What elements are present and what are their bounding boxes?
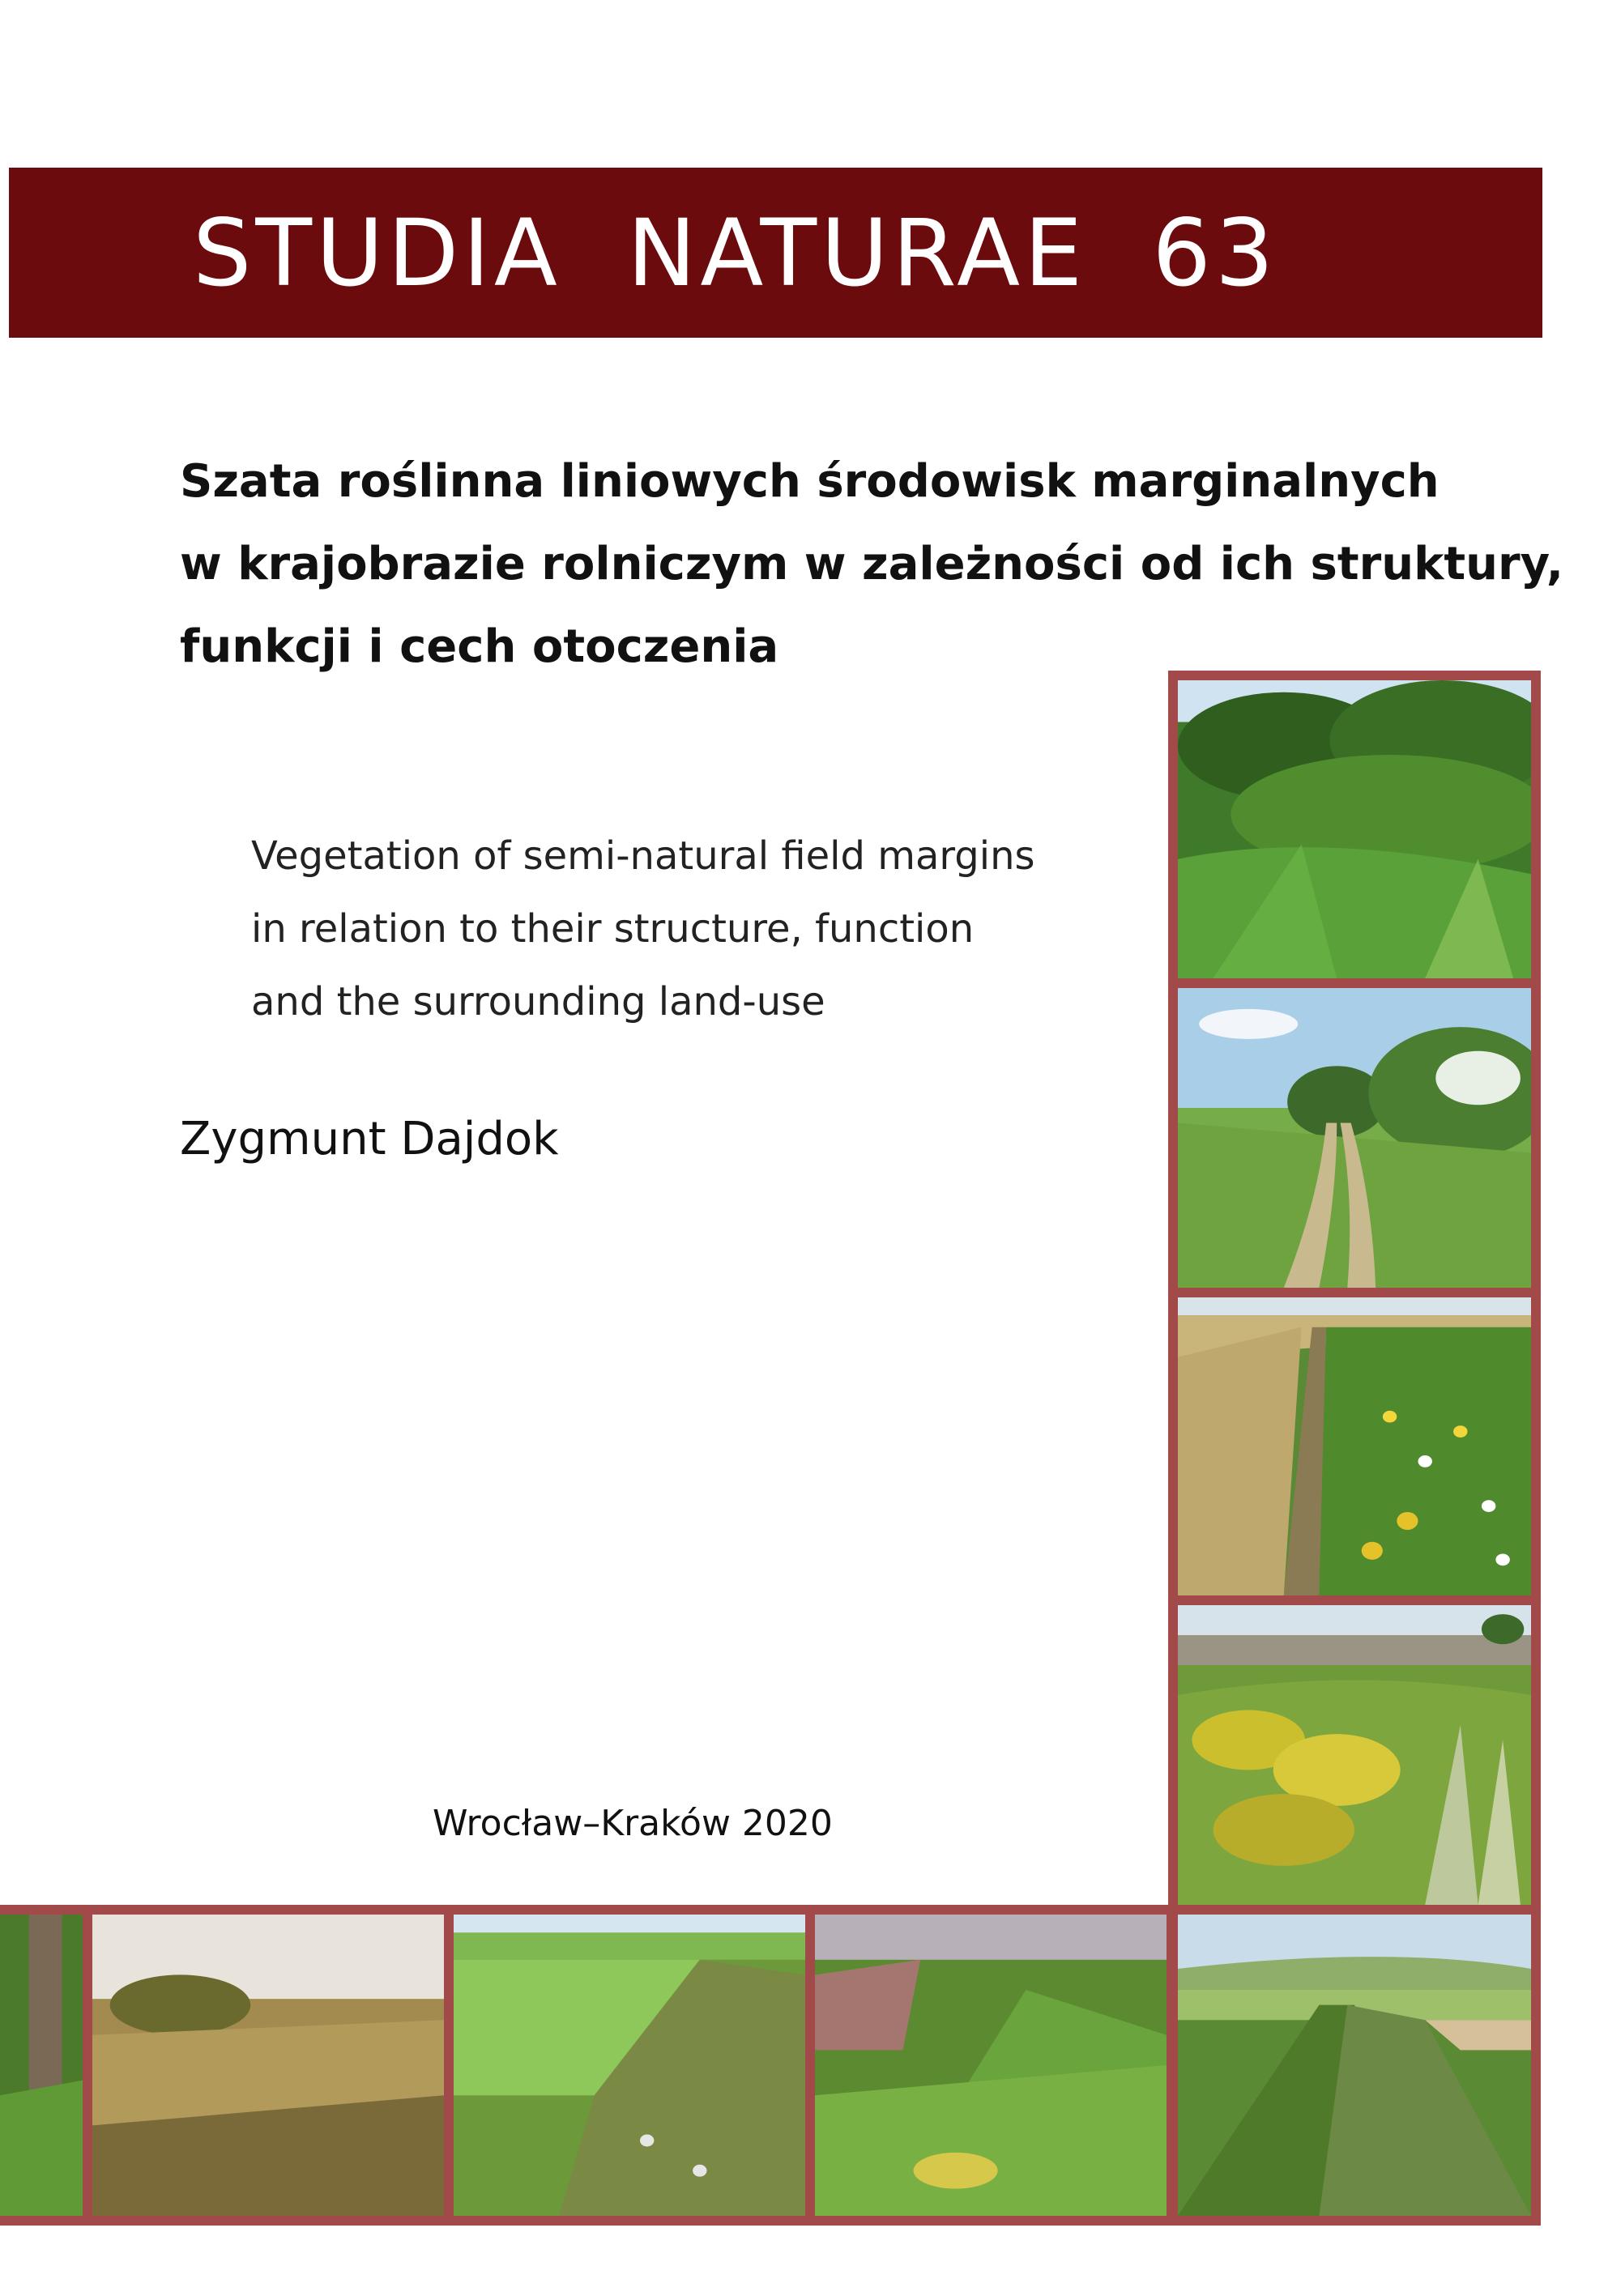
english-title xyxy=(251,820,1035,1038)
author-name: Zygmunt Dajdok xyxy=(180,1113,559,1165)
photo-flowering-margin xyxy=(1178,1297,1531,1595)
english-title-line-3: and the surrounding land-use xyxy=(251,979,825,1024)
english-title-line-1: Vegetation of semi-natural field margins xyxy=(251,833,1035,879)
photo-frame-bottom-0 xyxy=(0,1905,92,2226)
photo-frame-bottom-4 xyxy=(1168,1905,1541,2226)
polish-title-line-2: w krajobrazie rolniczym w zależności od ich struktury, xyxy=(180,538,1564,590)
photo-dirt-track-hedgerow xyxy=(1178,988,1531,1288)
photo-dry-grassland xyxy=(92,1915,444,2216)
photo-reeds-margin xyxy=(815,1915,1167,2216)
photo-frame-bottom-2 xyxy=(444,1905,815,2226)
photo-shrubby-field-margin xyxy=(1178,680,1531,978)
photo-green-field-ditch xyxy=(454,1915,805,2216)
polish-title-line-3: funkcji i cech otoczenia xyxy=(180,620,779,673)
photo-frame-right-4 xyxy=(1168,1595,1541,1915)
english-title-line-2: in relation to their structure, function xyxy=(251,906,975,952)
series-title: STUDIA NATURAE 63 xyxy=(193,199,1278,307)
polish-title-line-1: Szata roślinna liniowych środowisk marginalnych xyxy=(180,455,1440,508)
photo-ditch-field-landscape xyxy=(1178,1915,1531,2216)
photo-frame-right-1 xyxy=(1168,671,1541,988)
imprint-place-year: Wrocław–Kraków 2020 xyxy=(433,1803,833,1844)
polish-title xyxy=(180,441,1564,688)
photo-tree-trunk-edge xyxy=(0,1915,83,2216)
photo-frame-bottom-3 xyxy=(805,1905,1176,2226)
photo-frame-right-2 xyxy=(1168,978,1541,1297)
photo-goldenrod-margin xyxy=(1178,1605,1531,1905)
photo-frame-bottom-1 xyxy=(83,1905,454,2226)
photo-frame-right-3 xyxy=(1168,1288,1541,1605)
